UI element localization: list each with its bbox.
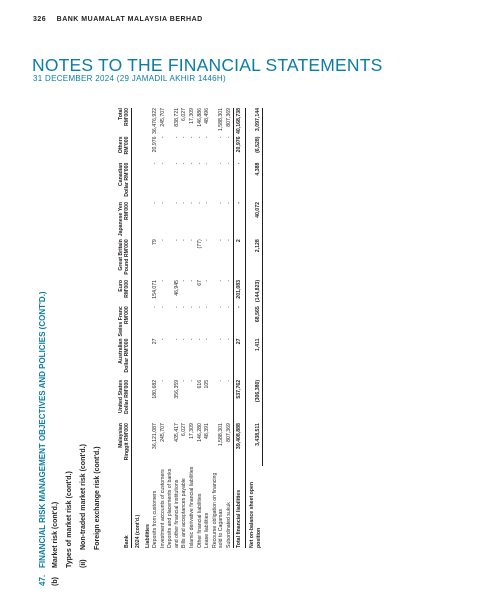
cell-value: 36,121,087: [152, 423, 159, 450]
cell-value: -: [173, 306, 180, 308]
cell-value: -: [196, 136, 203, 139]
cell-value: -: [225, 306, 232, 308]
row-label: Subordinated sukuk: [225, 502, 232, 548]
cell-value: -: [159, 338, 166, 341]
cell-value: -: [204, 162, 211, 165]
row-label: Net on-balance sheet open position: [248, 481, 262, 548]
cell-value: -: [159, 279, 166, 282]
cell-value: 46,945: [173, 279, 180, 296]
table-row: [189, 108, 197, 548]
cell-value: -: [234, 163, 246, 202]
fx-exposure-table: [118, 108, 263, 548]
cell-value: -: [218, 306, 225, 308]
cell-value: -: [225, 379, 232, 382]
cell-value: 40,072: [245, 202, 262, 239]
cell-value: 180,682: [152, 379, 159, 399]
cell-value: -: [181, 306, 188, 308]
cell-value: 48,391: [204, 423, 211, 439]
row-label: Recourse obligation on financing sold to Cagamas: [211, 472, 225, 548]
subsection-ii-title: Non-traded market risk (cont'd.): [80, 444, 87, 550]
cell-value: 48,496: [204, 108, 211, 124]
cell-value: -: [189, 239, 196, 241]
fx-risk-heading: Foreign exchange risk (cont'd.): [94, 446, 101, 550]
cell-value: -: [234, 202, 246, 239]
year-label: 2024 (cont'd.): [135, 514, 142, 548]
cell-value: -: [204, 202, 211, 204]
cell-value: -: [173, 239, 180, 241]
cell-value: -: [159, 379, 166, 382]
bank-column-header: Bank: [118, 466, 132, 548]
cell-value: -: [204, 136, 211, 139]
table-row: [181, 108, 189, 548]
total-row: [234, 108, 246, 548]
cell-value: -: [181, 379, 188, 382]
row-label: Islamic derivative financial liabilities: [189, 466, 196, 548]
cell-value: -: [234, 306, 246, 338]
cell-value: -: [225, 202, 232, 204]
cell-value: 807,369: [225, 108, 232, 127]
table-row: [226, 108, 234, 548]
cell-value: -: [189, 379, 196, 382]
column-header: Swiss Franc RM'000: [118, 306, 131, 337]
cell-value: 17,309: [189, 423, 196, 439]
cell-value: 807,369: [225, 423, 232, 442]
rotated-content: [38, 106, 478, 586]
types-heading: Types of market risk (cont'd.): [66, 471, 73, 568]
cell-value: 4,388: [245, 163, 262, 202]
cell-value: -: [196, 162, 203, 165]
cell-value: -: [218, 136, 225, 139]
cell-value: -: [225, 162, 232, 165]
cell-value: -: [189, 202, 196, 204]
cell-value: 838,721: [173, 108, 180, 127]
subsection-ii-number: (ii): [80, 559, 87, 568]
cell-value: 79: [152, 239, 159, 245]
row-label: Total financial liabilities: [234, 466, 246, 548]
cell-value: -: [181, 279, 188, 282]
page-header: [33, 16, 203, 23]
cell-value: -: [173, 136, 180, 139]
cell-value: -: [225, 338, 232, 341]
cell-value: -: [204, 279, 211, 282]
cell-value: -: [225, 279, 232, 282]
cell-value: (144,823): [245, 280, 262, 306]
cell-value: 3,438,511: [245, 423, 262, 466]
cell-value: 40,168,738: [234, 108, 246, 136]
document-title: NOTES TO THE FINANCIAL STATEMENTS: [32, 55, 383, 75]
note-number: 47.: [38, 574, 47, 586]
page-number: 326: [33, 16, 47, 23]
cell-value: 6,027: [181, 108, 188, 121]
cell-value: -: [218, 202, 225, 204]
cell-value: -: [189, 279, 196, 282]
table-row: [204, 108, 212, 548]
cell-value: -: [189, 338, 196, 341]
cell-value: 105: [204, 379, 211, 389]
cell-value: -: [181, 338, 188, 341]
cell-value: -: [159, 162, 166, 165]
cell-value: -: [225, 136, 232, 139]
year-row: [132, 108, 143, 548]
cell-value: 17,309: [189, 108, 196, 124]
cell-value: 20,976: [152, 136, 159, 153]
cell-value: 6,027: [181, 423, 188, 437]
cell-value: 27: [152, 338, 159, 345]
column-header: Total RM'000: [118, 108, 132, 136]
cell-value: -: [173, 202, 180, 204]
cell-value: 616: [196, 379, 203, 389]
cell-value: -: [204, 239, 211, 241]
cell-value: -: [218, 239, 225, 241]
note-heading: [38, 291, 47, 586]
column-header: Euro RM'000: [118, 280, 132, 306]
cell-value: 27: [234, 338, 246, 379]
cell-value: 2: [234, 239, 246, 280]
cell-value: -: [204, 338, 211, 341]
note-title: FINANCIAL RISK MANAGEMENT OBJECTIVES AND POLICIES (CONT'D.): [38, 291, 47, 568]
table-row: [211, 108, 225, 548]
cell-value: -: [159, 202, 166, 204]
cell-value: 537,762: [234, 380, 246, 423]
cell-value: 20,976: [234, 136, 246, 162]
cell-value: -: [159, 239, 166, 241]
cell-value: -: [189, 162, 196, 165]
cell-value: 67: [196, 279, 203, 286]
cell-value: -: [189, 136, 196, 139]
section-row: [143, 108, 152, 548]
column-header: Malaysian Ringgit RM'000: [118, 423, 132, 466]
table-header-row: [118, 108, 132, 548]
table-row: [159, 108, 167, 548]
cell-value: -: [204, 306, 211, 308]
section-label: Liabilities: [144, 524, 151, 548]
document-subtitle: 31 DECEMBER 2024 (29 JAMADIL AKHIR 1446H): [33, 74, 226, 83]
cell-value: -: [218, 162, 225, 165]
cell-value: -: [189, 306, 196, 308]
cell-value: -: [159, 136, 166, 139]
cell-value: -: [218, 338, 225, 341]
row-label: Other financial liabilities: [196, 493, 203, 548]
cell-value: -: [173, 162, 180, 165]
cell-value: -: [196, 338, 203, 341]
cell-value: 1,411: [245, 338, 262, 379]
cell-value: 435,417: [173, 423, 180, 442]
cell-value: 146,886: [196, 108, 203, 127]
bank-name: BANK MUAMALAT MALAYSIA BERHAD: [56, 16, 203, 23]
subsection-b-title: Market risk (cont'd.): [52, 501, 59, 568]
cell-value: -: [181, 239, 188, 241]
column-header: Canadian Dollar RM'000: [118, 163, 132, 202]
cell-value: (6,528): [245, 136, 262, 162]
table-row: [152, 108, 160, 548]
cell-value: 201,083: [234, 280, 246, 306]
cell-value: -: [196, 202, 203, 204]
table-row: [196, 108, 204, 548]
cell-value: 245,707: [159, 423, 166, 442]
row-label: Lease liabilities: [204, 512, 211, 548]
cell-value: 68,565: [245, 306, 262, 338]
column-header: Others RM'000: [118, 136, 132, 162]
row-label: Deposits and placements of banks and other financial institutions: [167, 468, 180, 548]
cell-value: 1,588,301: [218, 423, 225, 447]
cell-value: -: [181, 202, 188, 204]
cell-value: -: [196, 306, 203, 308]
subsection-b-heading: [52, 502, 59, 586]
cell-value: -: [218, 279, 225, 282]
row-label: Bills and acceptances payable: [181, 478, 188, 548]
cell-value: -: [225, 239, 232, 241]
column-header: Japanese Yen RM'000: [118, 202, 132, 239]
column-header: Australian Dollar RM'000: [118, 338, 132, 379]
table-row: [167, 108, 181, 548]
cell-value: 3,097,144: [245, 108, 262, 136]
column-header: United States Dollar RM'000: [118, 380, 132, 423]
subsection-ii-heading: [80, 444, 87, 568]
cell-value: -: [173, 338, 180, 341]
cell-value: 245,707: [159, 108, 166, 127]
cell-value: -: [181, 162, 188, 165]
cell-value: -: [181, 136, 188, 139]
net-position-row: [245, 108, 262, 548]
cell-value: -: [218, 379, 225, 382]
row-label: Deposits from customers: [152, 490, 159, 548]
cell-value: 36,476,922: [152, 108, 159, 134]
cell-value: -: [159, 306, 166, 308]
cell-value: (306,380): [245, 380, 262, 423]
cell-value: 39,408,888: [234, 423, 246, 466]
cell-value: (77): [196, 239, 203, 249]
cell-value: 146,280: [196, 423, 203, 442]
row-label: Investment accounts of customers: [159, 469, 166, 548]
cell-value: -: [152, 162, 159, 165]
cell-value: -: [152, 202, 159, 204]
cell-value: 1,588,301: [218, 108, 225, 132]
cell-value: 154,071: [152, 279, 159, 299]
cell-value: 356,359: [173, 379, 180, 399]
subsection-b-number: (b): [52, 577, 59, 586]
column-header: Great Britain Pound RM'000: [118, 239, 132, 280]
cell-value: -: [152, 306, 159, 308]
cell-value: 2,128: [245, 239, 262, 280]
